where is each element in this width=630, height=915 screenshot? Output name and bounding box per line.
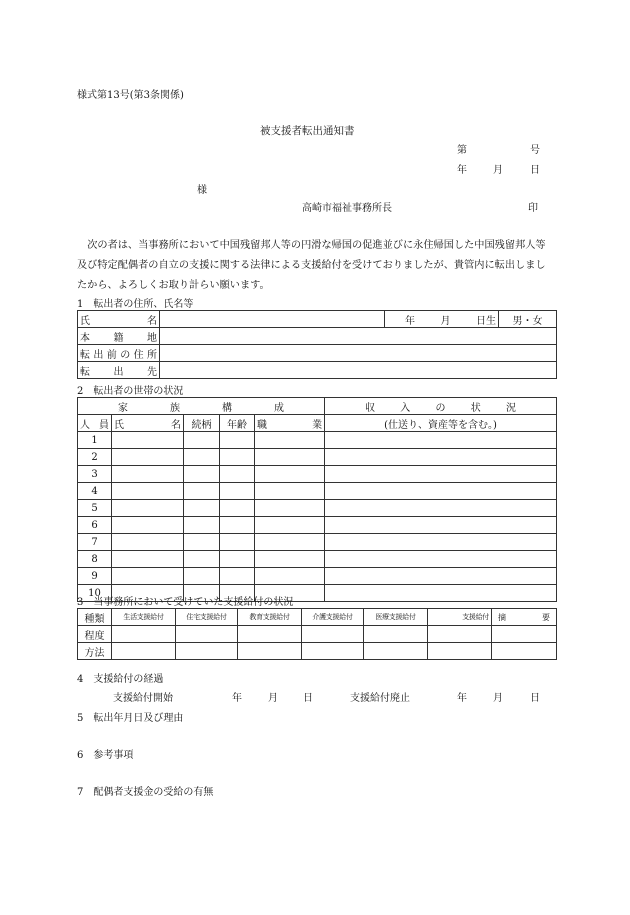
body-text: 次の者は、当事務所において中国残留邦人等の円滑な帰国の促進並びに永住帰国した中国残留邦人等及び特定配偶者の自立の支援に関する法律による支援給付を受けておりましたが、貴管内に転出しましたから、よろしくお取り計らい願います。	[77, 240, 546, 291]
age-cell[interactable]	[220, 534, 255, 551]
type-housing: 住宅支援給付	[176, 609, 238, 626]
doc-no-suffix: 号	[530, 145, 540, 156]
section6-heading: 6 参考事項	[77, 750, 134, 761]
degree-cell[interactable]	[364, 626, 428, 643]
row-number: 1	[78, 432, 112, 449]
member-name-cell[interactable]	[112, 551, 184, 568]
type-education: 教育支援給付	[238, 609, 302, 626]
member-name-cell[interactable]	[112, 432, 184, 449]
type-label: 種類	[78, 609, 112, 626]
income-cell[interactable]	[325, 449, 557, 466]
degree-cell[interactable]	[302, 626, 364, 643]
seal-mark: 印	[528, 203, 538, 214]
col-job-a: 職	[257, 419, 267, 431]
type-nursing: 介護支援給付	[302, 609, 364, 626]
age-cell[interactable]	[220, 449, 255, 466]
job-cell[interactable]	[255, 551, 325, 568]
date-month: 月	[493, 165, 503, 176]
member-name-cell[interactable]	[112, 500, 184, 517]
section4-heading: 4 支援給付の経過	[77, 674, 164, 685]
prev-address-field[interactable]	[160, 345, 557, 362]
doc-no-prefix: 第	[457, 145, 467, 156]
relation-cell[interactable]	[184, 517, 220, 534]
row-number: 6	[78, 517, 112, 534]
start-month: 月	[268, 693, 278, 704]
age-cell[interactable]	[220, 500, 255, 517]
section5-heading: 5 転出年月日及び理由	[77, 713, 184, 724]
birthdate-field[interactable]	[385, 311, 499, 328]
transferee-table	[77, 310, 557, 379]
job-cell[interactable]	[255, 500, 325, 517]
degree-cell[interactable]	[428, 626, 492, 643]
issuer: 高崎市福祉事務所長	[302, 203, 392, 214]
income-cell[interactable]	[325, 483, 557, 500]
job-cell[interactable]	[255, 432, 325, 449]
income-cell[interactable]	[325, 551, 557, 568]
method-cell[interactable]	[364, 643, 428, 660]
income-note: (仕送り、資産等を含む。)	[325, 415, 557, 432]
name-label: 氏名	[78, 311, 160, 328]
age-cell[interactable]	[220, 551, 255, 568]
relation-cell[interactable]	[184, 551, 220, 568]
job-cell[interactable]	[255, 449, 325, 466]
type-other: 支援給付	[428, 609, 492, 626]
remarks-b: 要	[542, 612, 550, 622]
row-number: 10	[78, 585, 112, 602]
member-name-cell[interactable]	[112, 449, 184, 466]
degree-cell[interactable]	[238, 626, 302, 643]
method-cell[interactable]	[302, 643, 364, 660]
age-cell[interactable]	[220, 466, 255, 483]
remarks-header	[492, 609, 557, 626]
row-number: 9	[78, 568, 112, 585]
col-relation: 続柄	[184, 415, 220, 432]
relation-cell[interactable]	[184, 500, 220, 517]
job-cell[interactable]	[255, 517, 325, 534]
age-cell[interactable]	[220, 517, 255, 534]
income-header: 収入の状況	[325, 398, 557, 415]
row-number: 4	[78, 483, 112, 500]
method-cell[interactable]	[428, 643, 492, 660]
relation-cell[interactable]	[184, 483, 220, 500]
date-day: 日	[530, 165, 540, 176]
col-age: 年齢	[220, 415, 255, 432]
start-label: 支援給付開始	[113, 693, 173, 704]
name-field[interactable]	[160, 311, 385, 328]
member-name-cell[interactable]	[112, 466, 184, 483]
end-month: 月	[493, 693, 503, 704]
row-number: 3	[78, 466, 112, 483]
remarks-a: 摘	[498, 612, 506, 622]
col-name	[112, 415, 184, 432]
end-day: 日	[530, 693, 540, 704]
row-number: 8	[78, 551, 112, 568]
form-number: 様式第13号(第3条関係)	[77, 90, 184, 101]
job-cell[interactable]	[255, 568, 325, 585]
degree-cell[interactable]	[112, 626, 176, 643]
age-cell[interactable]	[220, 568, 255, 585]
income-cell[interactable]	[325, 534, 557, 551]
birth-year: 年	[405, 315, 415, 327]
col-job	[255, 415, 325, 432]
job-cell[interactable]	[255, 534, 325, 551]
job-cell[interactable]	[255, 483, 325, 500]
degree-cell[interactable]	[176, 626, 238, 643]
end-year: 年	[457, 693, 467, 704]
household-table	[77, 397, 557, 602]
remarks-cell[interactable]	[492, 643, 557, 660]
degree-label: 程度	[78, 626, 112, 643]
gender-field[interactable]: 男・女	[499, 311, 557, 328]
benefit-table	[77, 608, 557, 660]
col-name-b: 名	[171, 419, 181, 431]
relation-cell[interactable]	[184, 432, 220, 449]
start-year: 年	[232, 693, 242, 704]
member-name-cell[interactable]	[112, 534, 184, 551]
document-title: 被支援者転出通知書	[260, 125, 355, 137]
income-cell[interactable]	[325, 466, 557, 483]
col-person: 人員	[78, 415, 112, 432]
destination-label: 転出先	[78, 362, 160, 379]
method-cell[interactable]	[112, 643, 176, 660]
relation-cell[interactable]	[184, 534, 220, 551]
date-year: 年	[457, 165, 467, 176]
section1-heading: 1 転出者の住所、氏名等	[77, 299, 194, 310]
col-job-b: 業	[312, 419, 323, 431]
type-medical: 医療支援給付	[364, 609, 428, 626]
section3-heading: 3 当事務所において受けていた支援給付の状況	[77, 597, 294, 608]
row-number: 2	[78, 449, 112, 466]
end-label: 支援給付廃止	[350, 693, 410, 704]
domicile-label: 本籍地	[78, 328, 160, 345]
member-name-cell[interactable]	[112, 483, 184, 500]
member-name-cell[interactable]	[112, 568, 184, 585]
birth-day: 日生	[476, 315, 496, 327]
age-cell[interactable]	[220, 483, 255, 500]
destination-field[interactable]	[160, 362, 557, 379]
family-header: 家族構成	[78, 398, 325, 415]
member-name-cell[interactable]	[112, 517, 184, 534]
section2-heading: 2 転出者の世帯の状況	[77, 386, 184, 397]
method-cell[interactable]	[238, 643, 302, 660]
income-cell[interactable]	[325, 568, 557, 585]
income-cell[interactable]	[325, 585, 557, 602]
job-cell[interactable]	[255, 466, 325, 483]
prev-address-label: 転出前の住所	[78, 345, 160, 362]
method-label: 方法	[78, 643, 112, 660]
relation-cell[interactable]	[184, 568, 220, 585]
addressee-suffix: 様	[197, 185, 207, 196]
type-livelihood: 生活支援給付	[112, 609, 176, 626]
birth-month: 月	[440, 315, 451, 327]
row-number: 7	[78, 534, 112, 551]
income-cell[interactable]	[325, 517, 557, 534]
age-cell[interactable]	[220, 432, 255, 449]
relation-cell[interactable]	[184, 466, 220, 483]
domicile-field[interactable]	[160, 328, 557, 345]
income-cell[interactable]	[325, 500, 557, 517]
col-name-a: 氏	[114, 419, 124, 431]
start-day: 日	[303, 693, 313, 704]
income-cell[interactable]	[325, 432, 557, 449]
section7-heading: 7 配偶者支援金の受給の有無	[77, 787, 214, 798]
relation-cell[interactable]	[184, 449, 220, 466]
row-number: 5	[78, 500, 112, 517]
remarks-cell[interactable]	[492, 626, 557, 643]
method-cell[interactable]	[176, 643, 238, 660]
